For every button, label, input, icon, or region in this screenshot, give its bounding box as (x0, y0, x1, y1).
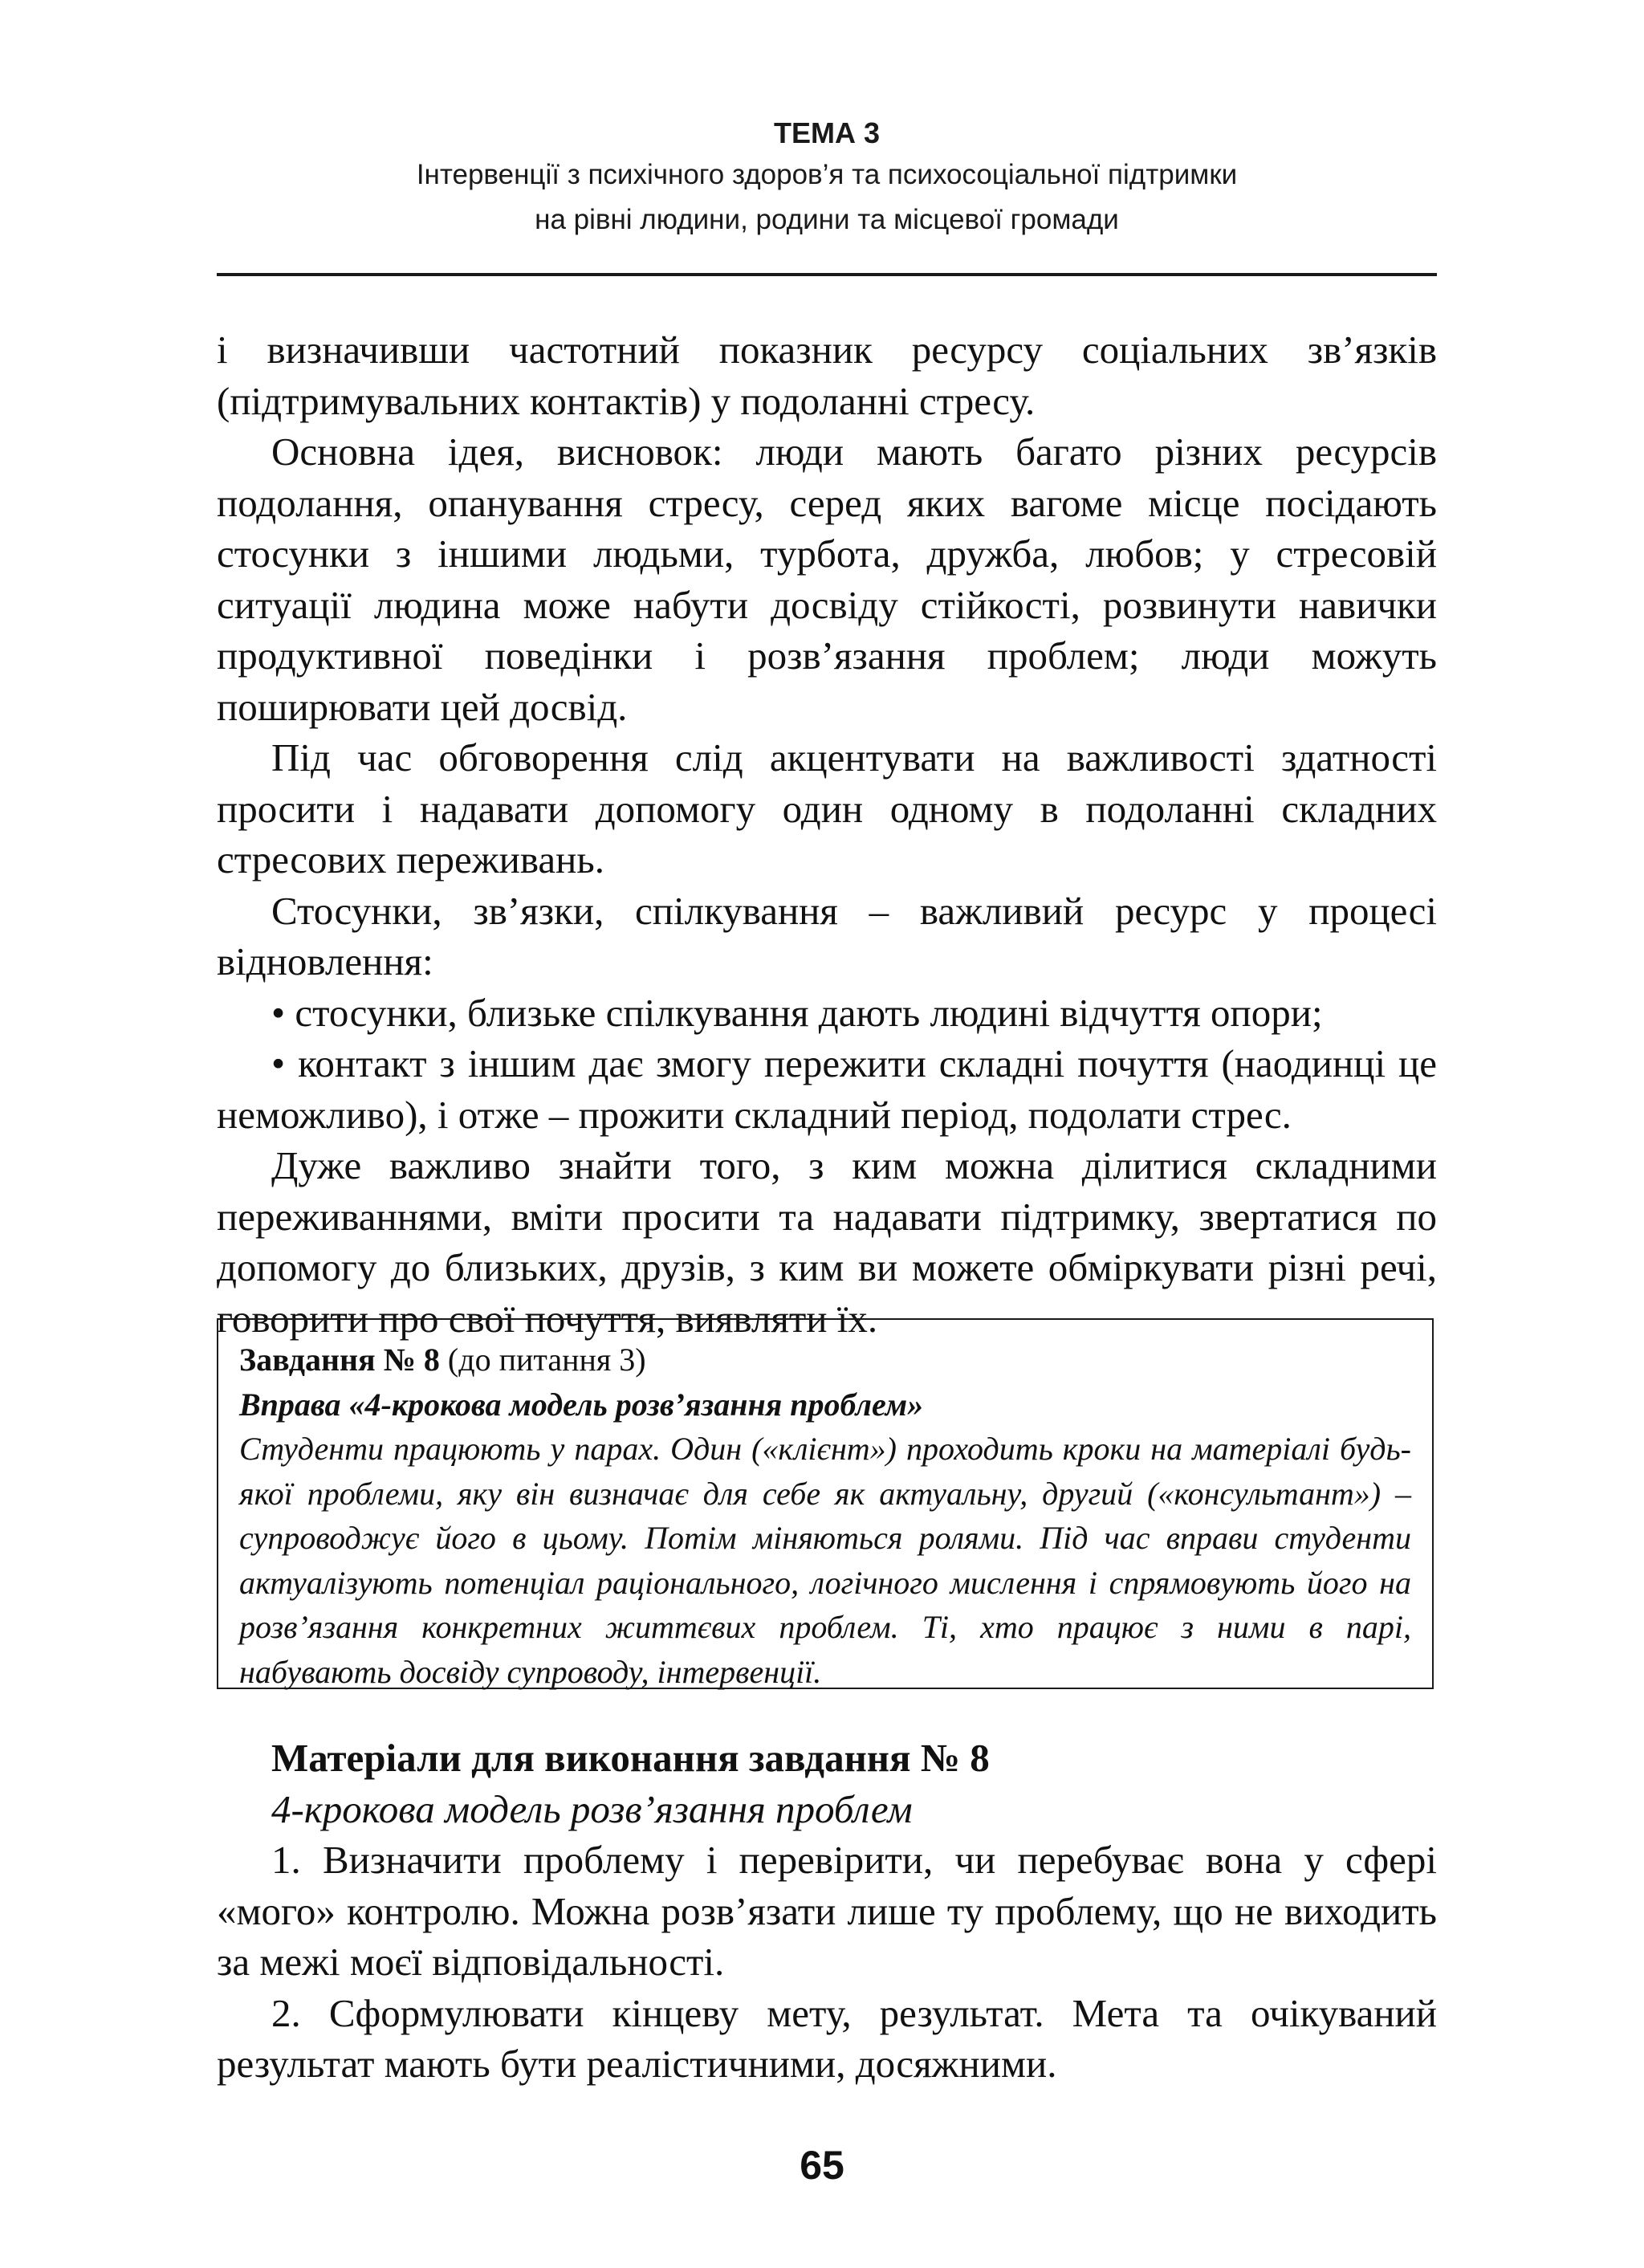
page-number: 65 (800, 2143, 844, 2188)
task-box (217, 1318, 1434, 1689)
bullet-item-1: • стосунки, близьке спілкування дають людині відчуття опори; (271, 990, 1323, 1035)
materials-heading: Матеріали для виконання завдання № 8 (271, 1736, 990, 1780)
header-rule (217, 273, 1437, 276)
task-title: Вправа «4-крокова модель розв’язання проблем» (239, 1386, 924, 1423)
materials-subheading: 4-крокова модель розв’язання проблем (271, 1786, 913, 1831)
step-2: 2. Сформулювати кінцеву мету, результат. Мета та очікуваний результат мають бути реалістичними, досяжними. (217, 1990, 1437, 2086)
paragraph-2: Основна ідея, висновок: люди мають багато різних ресурсів подолання, опанування стресу, серед яких вагоме місце посідають стосунки з іншими людьми, турбота, дружба, любов; у стресовій ситуації людина може набути досвіду стійкості, розвинути навички продуктивної поведінки і розв’язання проблем; люди можуть поширювати цей досвід. (217, 430, 1437, 729)
paragraph-4: Стосунки, зв’язки, спілкування – важливий ресурс у процесі відновлення: (217, 888, 1437, 983)
main-text (217, 324, 1437, 1344)
task-heading (239, 1338, 1411, 1382)
topic-subtitle-line1: Інтервенції з психічного здоров’я та психосоціальної підтримки (416, 159, 1238, 190)
topic-label: ТЕМА 3 (773, 116, 880, 149)
paragraph-1: і визначивши частотний показник ресурсу соціальних зв’язків (підтримувальних контактів) у подоланні стресу. (217, 328, 1437, 423)
task-label: Завдання № 8 (239, 1342, 440, 1378)
running-header (217, 114, 1437, 242)
materials-section (217, 1733, 1437, 2090)
paragraph-3: Під час обговорення слід акцентувати на важливості здатності просити і надавати допомогу один одному в подоланні складних стресових переживань. (217, 735, 1437, 882)
task-description: Студенти працюють у парах. Один («клієнт») проходить кроки на матеріалі будь-якої проблеми, яку він визначає для себе як актуальну, другий («консультант») – супроводжує його в цьому. Потім міняються ролями. Під час вправи студенти актуалізують потенціал раціонального, логічного мислення і спрямовують його на розв’язання конкретних життєвих проблем. Ті, хто працює з ними в парі, набувають досвіду супроводу, інтервенції. (239, 1431, 1411, 1690)
bullet-item-2: • контакт з іншим дає змогу пережити складні почуття (наодинці це неможливо), і отже – прожити складний період, подолати стрес. (217, 1041, 1437, 1137)
task-note: (до питання 3) (439, 1342, 646, 1378)
topic-subtitle-line2: на рівні людини, родини та місцевої громади (535, 204, 1119, 235)
step-1: 1. Визначити проблему і перевірити, чи перебуває вона у сфері «мого» контролю. Можна розв’язати лише ту проблему, що не виходить за межі моєї відповідальності. (217, 1838, 1437, 1984)
paragraph-5: Дуже важливо знайти того, з ким можна ділитися складними переживаннями, вміти просити та надавати підтримку, звертатися по допомогу до близьких, друзів, з ким ви можете обміркувати різні речі, говорити про свої почуття, виявляти їх. (217, 1143, 1437, 1341)
